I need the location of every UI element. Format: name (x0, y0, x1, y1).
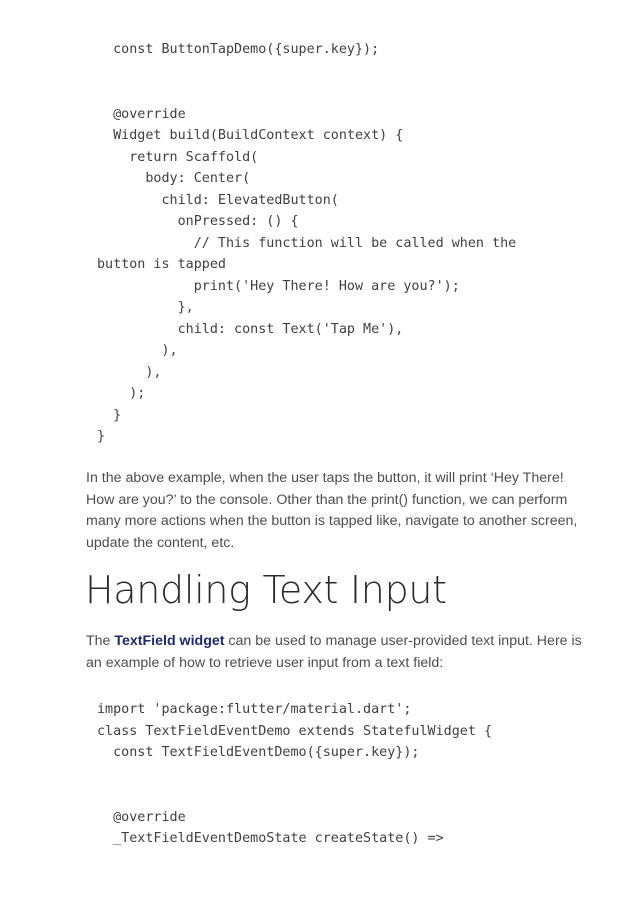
code-line: print('Hey There! How are you?'); (97, 278, 460, 294)
code-line: import 'package:flutter/material.dart'; (97, 702, 412, 717)
code-line: const TextFieldEventDemo({super.key}); (97, 745, 420, 760)
code-line: const ButtonTapDemo({super.key}); (97, 42, 380, 57)
code-line (97, 61, 516, 83)
code-line: ), (97, 364, 162, 380)
code-line: return Scaffold( (97, 149, 259, 165)
code-line: @override (97, 106, 186, 122)
intro-prefix: The (86, 633, 115, 649)
explanation-paragraph: In the above example, when the user taps the button, it will print ‘Hey There! How are you?’ to the console. Other than the print() function, we can perform many more actions when the button is tapped like, navigate to another screen, update the content, etc. (86, 470, 578, 551)
intro-suffix: can be used to manage user-provided text input. Here is an example of how to retrieve user input from a text field: (86, 633, 582, 671)
code-line: child: const Text('Tap Me'), (97, 321, 404, 337)
section-heading: Handling Text Input (85, 568, 447, 612)
code-line: }, (97, 300, 194, 315)
code-block-textfield-demo (97, 699, 492, 850)
code-line: ); (97, 386, 146, 401)
code-line: body: Center( (97, 171, 251, 186)
code-line: button is tapped (97, 257, 226, 272)
code-line (97, 764, 492, 786)
code-line (97, 785, 492, 807)
code-line (97, 82, 516, 104)
code-line: @override (97, 809, 186, 825)
code-line: ), (97, 343, 178, 358)
textfield-widget-link[interactable]: TextField widget (114, 633, 225, 649)
code-line: class TextFieldEventDemo extends StatefulWidget { (97, 723, 493, 739)
code-line: child: ElevatedButton( (97, 192, 339, 208)
code-line: onPressed: () { (97, 214, 299, 229)
code-line: Widget build(BuildContext context) { (97, 128, 404, 143)
code-line: // This function will be called when the (97, 235, 517, 251)
code-line: _TextFieldEventDemoState createState() => (97, 831, 444, 846)
code-block-button-tap-demo (97, 39, 516, 448)
code-line: } (97, 429, 106, 444)
intro-paragraph (86, 631, 586, 674)
code-line: } (97, 407, 122, 423)
